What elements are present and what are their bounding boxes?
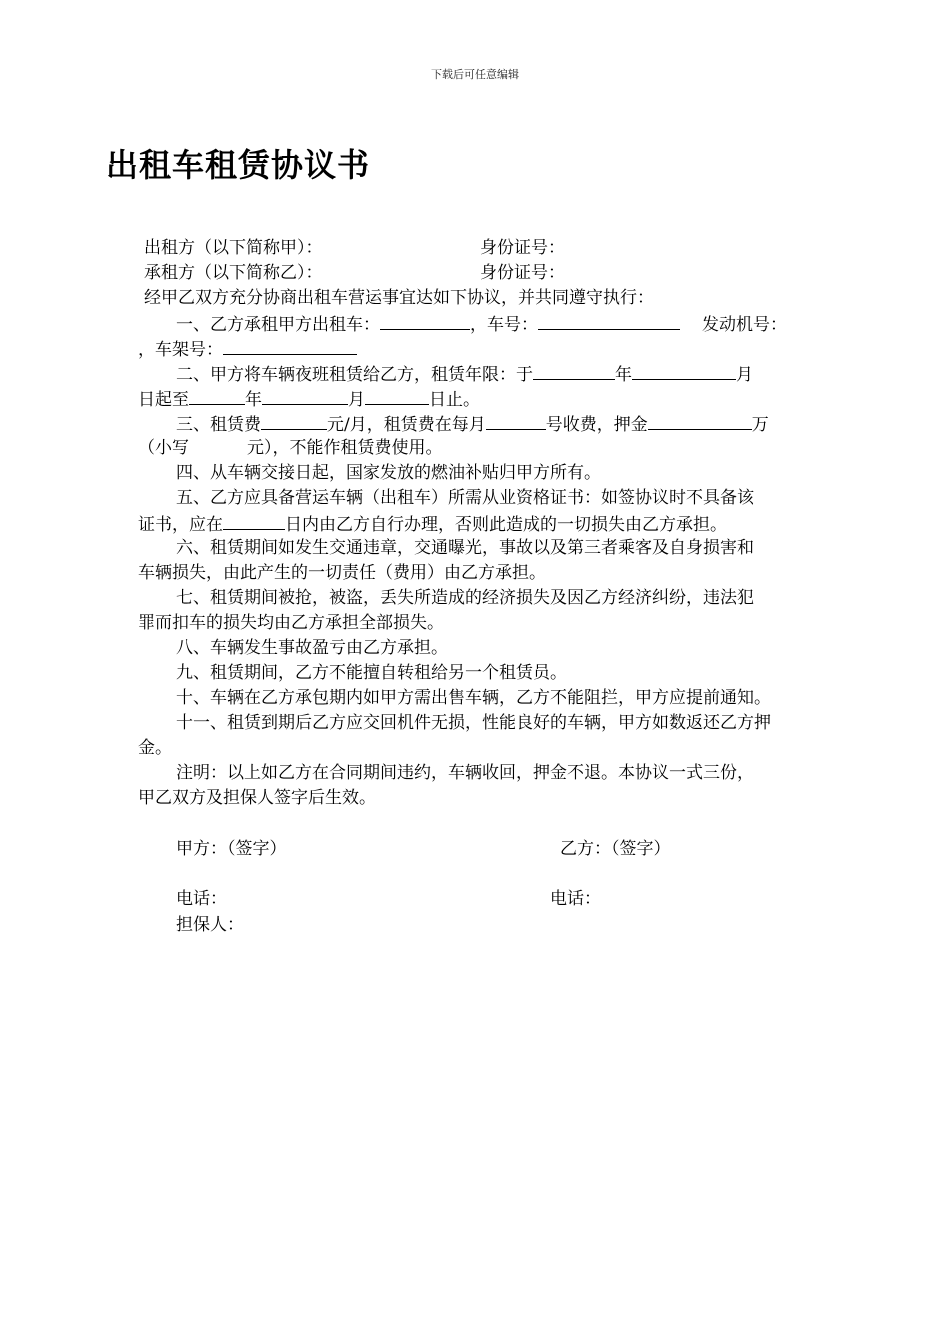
- clause-2-text: 日止。: [429, 390, 480, 410]
- party-b-signature: 乙方：（签字）: [560, 839, 671, 859]
- clause-3-text: （小写: [138, 438, 189, 458]
- clause-3-text: 元），不能作租赁费使用。: [247, 438, 443, 458]
- blank-field: [632, 361, 736, 380]
- guarantor-label: 担保人：: [176, 915, 244, 935]
- blank-field: [486, 411, 546, 430]
- clause-2-text: 月: [348, 390, 365, 410]
- lessee-line: [138, 261, 850, 286]
- clause-5-line-2: [138, 511, 850, 536]
- blank-field: [365, 386, 429, 405]
- clause-5-line-1: 五、乙方应具备营运车辆（出租车）所需从业资格证书：如签协议时不具备该: [176, 488, 754, 508]
- blank-field: [223, 511, 285, 530]
- clause-10: 十、车辆在乙方承包期内如甲方需出售车辆，乙方不能阻拦，甲方应提前通知。: [176, 688, 771, 708]
- lessor-label: 出租方（以下简称甲）：: [144, 238, 323, 258]
- clause-5-text: 证书，应在: [138, 515, 223, 535]
- clause-3-text: 三、租赁费: [176, 415, 261, 435]
- clause-1-text: 一、乙方承租甲方出租车：: [176, 315, 380, 335]
- clause-1-line-2: [138, 336, 850, 361]
- note-line-2: 甲乙双方及担保人签字后生效。: [138, 788, 376, 808]
- clause-11-line-2: 金。: [138, 738, 172, 758]
- header-note: 下载后可任意编辑: [431, 68, 519, 81]
- clause-6-line-1: 六、租赁期间如发生交通违章，交通曝光，事故以及第三者乘客及自身损害和: [176, 538, 754, 558]
- clause-3-text: 元/月，租赁费在每月: [327, 415, 486, 435]
- clause-2-text: 年: [245, 390, 262, 410]
- clause-7-line-2: 罪而扣车的损失均由乙方承担全部损失。: [138, 613, 444, 633]
- clause-2-line-2: [138, 386, 850, 411]
- lessee-label: 承租方（以下简称乙）：: [144, 263, 323, 283]
- clause-1-line-1: [138, 311, 850, 336]
- blank-field: [648, 411, 752, 430]
- clause-8: 八、车辆发生事故盈亏由乙方承担。: [176, 638, 448, 658]
- clause-6-line-2: 车辆损失，由此产生的一切责任（费用）由乙方承担。: [138, 563, 546, 583]
- blank-field: [538, 311, 680, 330]
- party-a-phone: 电话：: [176, 889, 227, 909]
- blank-field: [380, 311, 470, 330]
- clause-2-text: 月: [736, 365, 753, 385]
- lessor-line: [138, 236, 850, 261]
- clause-11-line-1: 十一、租赁到期后乙方应交回机件无损，性能良好的车辆，甲方如数返还乙方押: [176, 713, 771, 733]
- clause-7-line-1: 七、租赁期间被抢，被盗，丢失所造成的经济损失及因乙方经济纠纷，违法犯: [176, 588, 754, 608]
- intro-line: 经甲乙双方充分协商出租车营运事宜达如下协议，并共同遵守执行：: [144, 288, 654, 308]
- blank-field: [262, 386, 348, 405]
- blank-field: [533, 361, 615, 380]
- clause-9: 九、租赁期间，乙方不能擅自转租给另一个租赁员。: [176, 663, 567, 683]
- clause-1-text: ，车架号：: [138, 340, 223, 360]
- blank-field: [261, 411, 327, 430]
- note-line-1: 注明：以上如乙方在合同期间违约，车辆收回，押金不退。本协议一式三份，: [176, 763, 754, 783]
- clause-3-line-2: [138, 436, 850, 461]
- clause-5-text: 日内由乙方自行办理，否则此造成的一切损失由乙方承担。: [285, 515, 727, 535]
- blank-field: [189, 386, 245, 405]
- clause-3-text: 号收费，押金: [545, 415, 648, 435]
- clause-4: 四、从车辆交接日起，国家发放的燃油补贴归甲方所有。: [176, 463, 601, 483]
- contract-body: [138, 236, 850, 811]
- clause-2-text: 年: [615, 365, 632, 385]
- clause-2-line-1: [138, 361, 850, 386]
- blank-field: [223, 336, 357, 355]
- party-a-signature: 甲方：（签字）: [176, 839, 287, 859]
- party-b-phone: 电话：: [550, 889, 601, 909]
- lessor-id-label: 身份证号：: [480, 238, 565, 258]
- document-title: 出租车租赁协议书: [106, 146, 371, 184]
- clause-2-text: 二、甲方将车辆夜班租赁给乙方，租赁年限：于: [176, 365, 533, 385]
- lessee-id-label: 身份证号：: [480, 263, 565, 283]
- clause-3-text: 万: [751, 415, 769, 435]
- clause-1-text: ，车号：: [470, 315, 538, 335]
- clause-2-text: 日起至: [138, 390, 189, 410]
- clause-3-line-1: [138, 411, 850, 436]
- clause-1-text: 发动机号：: [702, 315, 787, 335]
